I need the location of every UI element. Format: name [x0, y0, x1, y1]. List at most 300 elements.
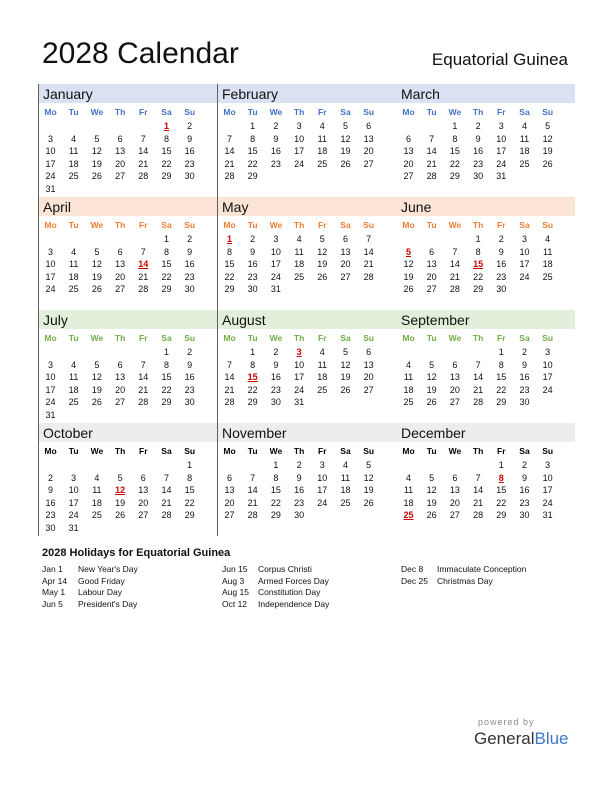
holiday-date: 14 [138, 259, 149, 270]
day-cell: 9 [498, 246, 504, 257]
day-cell: 26 [317, 271, 328, 282]
day-cell: 12 [363, 472, 374, 483]
day-cell: 6 [366, 347, 372, 357]
day-cell: 25 [68, 284, 79, 295]
day-cell: 4 [71, 133, 77, 144]
day-cell: 5 [94, 133, 100, 144]
day-cell: 18 [340, 485, 351, 496]
day-cell: 3 [47, 359, 53, 370]
day-cell: 11 [317, 359, 327, 370]
holiday-row [222, 599, 392, 611]
day-cell: 28 [473, 397, 484, 408]
day-cell: 16 [270, 146, 281, 157]
weekday-label: Tu [68, 446, 79, 456]
day-cell: 26 [91, 397, 102, 408]
day-cell: 11 [340, 472, 351, 483]
day-cell: 15 [161, 259, 172, 270]
day-cell: 5 [94, 246, 100, 257]
day-cell: 4 [296, 234, 302, 244]
weekday-label: Fr [497, 107, 506, 117]
weekday-label: Fr [139, 446, 148, 456]
month-august [217, 310, 396, 423]
day-cell: 9 [47, 485, 53, 496]
holiday-row [401, 564, 571, 576]
day-cell: 25 [68, 397, 79, 408]
weekday-label: Fr [497, 220, 506, 230]
day-cell: 9 [273, 359, 279, 370]
holiday-date-label: Jan 1 [42, 564, 63, 574]
day-cell: 8 [250, 359, 256, 370]
month-november [217, 423, 396, 536]
day-cell: 25 [68, 171, 79, 182]
day-cell: 6 [117, 246, 123, 257]
day-cell: 30 [519, 397, 530, 408]
day-cell: 25 [91, 510, 102, 521]
weekday-label: Su [542, 446, 554, 456]
day-cell: 23 [294, 497, 305, 508]
day-cell: 1 [475, 234, 481, 244]
day-cell: 19 [340, 146, 351, 157]
day-cell: 28 [247, 510, 258, 521]
weekday-label: Su [363, 107, 375, 117]
day-cell: 16 [270, 372, 281, 383]
weekday-label: Th [114, 333, 126, 343]
day-cell: 17 [68, 497, 79, 508]
day-cell: 28 [449, 284, 460, 295]
day-cell: 13 [138, 485, 149, 496]
day-cell: 12 [426, 485, 437, 496]
day-cell: 2 [521, 460, 527, 470]
day-cell: 17 [270, 259, 281, 270]
day-cell: 5 [94, 359, 100, 370]
day-cell: 9 [273, 133, 279, 144]
day-cell: 28 [224, 171, 235, 182]
day-cell: 16 [184, 372, 195, 383]
day-cell: 13 [403, 146, 414, 157]
day-cell: 5 [342, 121, 348, 131]
month-name: January [43, 86, 93, 102]
weekday-label: Mo [402, 333, 415, 343]
day-cell: 27 [115, 284, 126, 295]
brand-part-blue: Blue [534, 729, 569, 748]
day-cell: 29 [496, 510, 507, 521]
day-cell: 26 [115, 510, 126, 521]
day-cell: 30 [45, 523, 56, 533]
day-cell: 3 [545, 460, 551, 470]
day-cell: 7 [475, 359, 481, 370]
day-cell: 19 [542, 146, 553, 157]
day-cell: 5 [342, 347, 348, 357]
day-cell: 24 [68, 510, 79, 521]
day-cell: 12 [317, 246, 328, 257]
day-cell: 14 [473, 485, 484, 496]
day-cell: 29 [473, 284, 484, 295]
day-cell: 22 [247, 158, 258, 169]
day-cell: 29 [247, 397, 258, 408]
day-cell: 1 [250, 347, 256, 357]
day-cell: 3 [545, 347, 551, 357]
day-cell: 4 [319, 121, 325, 131]
day-cell: 25 [317, 384, 328, 395]
weekday-label: Su [184, 333, 196, 343]
day-cell: 10 [45, 146, 56, 157]
day-cell: 27 [340, 271, 351, 282]
day-cell: 20 [449, 497, 460, 508]
month-name: July [43, 312, 68, 328]
weekday-label: Sa [340, 220, 351, 230]
day-cell: 11 [403, 372, 414, 383]
day-cell: 13 [115, 259, 126, 270]
day-cell: 4 [342, 460, 348, 470]
day-cell: 24 [294, 158, 305, 169]
month-december [396, 423, 575, 536]
day-cell: 17 [45, 384, 56, 395]
day-cell: 7 [163, 472, 169, 483]
day-cell: 5 [117, 472, 123, 483]
day-cell: 14 [363, 246, 374, 257]
day-cell: 27 [224, 510, 235, 521]
holiday-date: 1 [226, 234, 232, 244]
day-cell: 4 [94, 472, 100, 483]
day-cell: 15 [161, 372, 172, 383]
day-cell: 27 [138, 510, 149, 521]
day-cell: 25 [403, 397, 414, 408]
day-cell: 29 [161, 397, 172, 408]
day-cell: 2 [273, 347, 279, 357]
day-cell: 3 [521, 234, 527, 244]
day-cell: 11 [69, 372, 79, 383]
day-cell: 26 [340, 384, 351, 395]
day-cell: 11 [294, 246, 304, 257]
month-name: August [222, 312, 266, 328]
day-cell: 24 [542, 497, 553, 508]
day-cell: 9 [475, 133, 481, 144]
day-cell: 23 [247, 271, 258, 282]
day-cell: 30 [184, 397, 195, 408]
weekday-label: Tu [68, 333, 79, 343]
day-cell: 31 [542, 510, 553, 521]
day-cell: 16 [184, 259, 195, 270]
holiday-column [222, 564, 392, 610]
brand-logo[interactable] [474, 729, 569, 749]
day-cell: 13 [115, 146, 126, 157]
day-cell: 15 [496, 372, 507, 383]
day-cell: 2 [47, 472, 53, 483]
holiday-date: 25 [403, 510, 414, 521]
weekday-label: Th [114, 220, 126, 230]
day-cell: 12 [91, 372, 102, 383]
weekday-label: Tu [247, 446, 258, 456]
holiday-name: President's Day [78, 598, 138, 609]
weekday-label: Th [472, 446, 484, 456]
day-cell: 1 [498, 460, 504, 470]
day-cell: 13 [363, 359, 374, 370]
powered-by-label: powered by [478, 717, 535, 727]
month-name: June [401, 199, 432, 215]
day-cell: 16 [184, 146, 195, 157]
day-cell: 12 [426, 372, 437, 383]
holiday-date: 15 [473, 259, 484, 270]
day-cell: 3 [498, 121, 504, 131]
day-cell: 29 [161, 171, 172, 182]
day-cell: 13 [363, 133, 374, 144]
weekday-label: Mo [44, 446, 57, 456]
day-cell: 13 [426, 259, 437, 270]
day-cell: 26 [542, 158, 553, 169]
holiday-row [401, 576, 571, 588]
day-cell: 24 [270, 271, 281, 282]
day-cell: 1 [163, 234, 169, 244]
day-cell: 7 [452, 246, 458, 257]
day-cell: 8 [187, 472, 193, 483]
day-cell: 8 [475, 246, 481, 257]
holiday-name: Independence Day [258, 598, 330, 609]
day-cell: 30 [473, 171, 484, 182]
day-cell: 11 [543, 246, 553, 257]
day-cell: 17 [294, 146, 305, 157]
day-cell: 10 [542, 472, 553, 483]
weekday-label: We [269, 107, 283, 117]
day-cell: 18 [542, 259, 553, 270]
day-cell: 5 [319, 234, 325, 244]
day-cell: 24 [317, 497, 328, 508]
day-cell: 11 [92, 485, 102, 496]
day-cell: 6 [452, 472, 458, 483]
holiday-row [42, 576, 212, 588]
holiday-date-label: Jun 15 [222, 564, 248, 574]
day-cell: 10 [294, 133, 305, 144]
holiday-name: Good Friday [78, 575, 125, 586]
weekday-label: Sa [519, 333, 530, 343]
weekday-label: Mo [44, 333, 57, 343]
day-cell: 2 [187, 234, 193, 244]
day-cell: 9 [187, 133, 193, 144]
month-name: September [401, 312, 470, 328]
day-cell: 29 [224, 284, 235, 295]
day-cell: 1 [187, 460, 193, 470]
day-cell: 7 [475, 472, 481, 483]
day-cell: 7 [140, 133, 146, 144]
day-cell: 28 [224, 397, 235, 408]
weekday-label: Fr [318, 220, 327, 230]
weekday-label: Su [542, 107, 554, 117]
weekday-label: We [90, 333, 104, 343]
day-cell: 1 [498, 347, 504, 357]
day-cell: 20 [340, 259, 351, 270]
weekday-label: We [448, 220, 462, 230]
day-cell: 4 [405, 472, 411, 483]
day-cell: 23 [184, 158, 195, 169]
weekday-label: Sa [519, 220, 530, 230]
weekday-label: Sa [519, 446, 530, 456]
weekday-label: Sa [519, 107, 530, 117]
day-cell: 12 [403, 259, 414, 270]
day-cell: 22 [449, 158, 460, 169]
day-cell: 29 [247, 171, 258, 182]
holiday-date-label: May 1 [42, 587, 66, 598]
day-cell: 26 [340, 158, 351, 169]
weekday-label: Mo [402, 446, 415, 456]
weekday-label: Th [114, 446, 126, 456]
holiday-row [222, 587, 392, 599]
day-cell: 26 [91, 171, 102, 182]
holiday-name: Armed Forces Day [258, 575, 329, 586]
day-cell: 17 [496, 146, 507, 157]
day-cell: 21 [138, 158, 149, 169]
day-cell: 29 [270, 510, 281, 521]
day-cell: 6 [117, 133, 123, 144]
day-cell: 20 [115, 158, 126, 169]
day-cell: 27 [403, 171, 414, 182]
weekday-label: Tu [68, 107, 79, 117]
day-cell: 19 [363, 485, 374, 496]
day-cell: 2 [498, 234, 504, 244]
weekday-label: Su [184, 220, 196, 230]
day-cell: 17 [45, 271, 56, 282]
day-cell: 28 [138, 171, 149, 182]
day-cell: 19 [91, 271, 102, 282]
day-cell: 21 [161, 497, 172, 508]
day-cell: 24 [45, 397, 56, 408]
month-february [217, 84, 396, 197]
day-cell: 20 [363, 372, 374, 383]
holiday-name: Labour Day [78, 587, 122, 598]
day-cell: 2 [296, 460, 302, 470]
day-cell: 27 [115, 171, 126, 182]
day-cell: 10 [519, 246, 530, 257]
day-cell: 7 [226, 359, 232, 370]
day-cell: 21 [473, 497, 484, 508]
day-cell: 7 [226, 133, 232, 144]
day-cell: 2 [250, 234, 256, 244]
day-cell: 18 [403, 497, 414, 508]
day-cell: 8 [273, 472, 279, 483]
holiday-date: 1 [163, 121, 169, 131]
day-cell: 14 [473, 372, 484, 383]
day-cell: 17 [294, 372, 305, 383]
day-cell: 17 [542, 485, 553, 496]
day-cell: 27 [363, 158, 374, 169]
day-cell: 14 [247, 485, 258, 496]
day-cell: 15 [270, 485, 281, 496]
day-cell: 26 [426, 510, 437, 521]
day-cell: 16 [496, 259, 507, 270]
day-cell: 31 [270, 284, 281, 295]
month-name: October [43, 425, 93, 441]
day-cell: 21 [138, 271, 149, 282]
day-cell: 18 [317, 146, 328, 157]
day-cell: 26 [426, 397, 437, 408]
day-cell: 12 [340, 359, 351, 370]
holiday-date: 5 [405, 246, 411, 257]
month-may [217, 197, 396, 310]
day-cell: 18 [68, 271, 79, 282]
holidays-heading: 2028 Holidays for Equatorial Guinea [42, 547, 231, 559]
day-cell: 22 [496, 384, 507, 395]
day-cell: 14 [138, 146, 149, 157]
day-cell: 19 [340, 372, 351, 383]
day-cell: 16 [294, 485, 305, 496]
day-cell: 26 [363, 497, 374, 508]
weekday-label: Th [472, 220, 484, 230]
month-name: February [222, 86, 279, 102]
page-title: 2028 Calendar [42, 37, 239, 70]
day-cell: 30 [247, 284, 258, 295]
day-cell: 5 [545, 121, 551, 131]
day-cell: 9 [187, 359, 193, 370]
day-cell: 8 [163, 246, 169, 257]
weekday-label: Fr [139, 333, 148, 343]
day-cell: 27 [449, 510, 460, 521]
weekday-label: Fr [318, 107, 327, 117]
day-cell: 29 [161, 284, 172, 295]
weekday-label: Th [293, 107, 305, 117]
weekday-label: Sa [340, 446, 351, 456]
holiday-row [42, 587, 212, 599]
day-cell: 22 [184, 497, 195, 508]
weekday-label: Su [363, 446, 375, 456]
holiday-row [222, 576, 392, 588]
day-cell: 22 [473, 271, 484, 282]
day-cell: 25 [317, 158, 328, 169]
day-cell: 23 [270, 158, 281, 169]
day-cell: 6 [405, 133, 411, 144]
day-cell: 7 [250, 472, 256, 483]
day-cell: 17 [542, 372, 553, 383]
weekday-label: Fr [318, 446, 327, 456]
day-cell: 24 [294, 384, 305, 395]
day-cell: 29 [449, 171, 460, 182]
day-cell: 8 [250, 133, 256, 144]
day-cell: 10 [317, 472, 328, 483]
weekday-label: We [448, 446, 462, 456]
weekday-label: Tu [68, 220, 79, 230]
day-cell: 14 [449, 259, 460, 270]
day-cell: 12 [91, 259, 102, 270]
day-cell: 3 [273, 234, 279, 244]
day-cell: 14 [426, 146, 437, 157]
day-cell: 24 [45, 171, 56, 182]
month-name: March [401, 86, 440, 102]
day-cell: 10 [294, 359, 305, 370]
day-cell: 25 [542, 271, 553, 282]
day-cell: 11 [317, 133, 327, 144]
day-cell: 11 [519, 133, 530, 144]
brand-part-general: General [474, 729, 535, 748]
weekday-label: Sa [161, 107, 172, 117]
day-cell: 30 [519, 510, 530, 521]
day-cell: 2 [187, 347, 193, 357]
weekday-label: Su [184, 107, 196, 117]
weekday-label: Fr [497, 333, 506, 343]
day-cell: 24 [496, 158, 507, 169]
day-cell: 29 [496, 397, 507, 408]
day-cell: 10 [542, 359, 553, 370]
holiday-date-label: Oct 12 [222, 598, 248, 609]
day-cell: 20 [224, 497, 235, 508]
weekday-label: Tu [426, 220, 437, 230]
day-cell: 30 [294, 510, 305, 521]
day-cell: 21 [247, 497, 258, 508]
weekday-label: Mo [223, 220, 236, 230]
day-cell: 3 [47, 133, 53, 144]
day-cell: 19 [403, 271, 414, 282]
day-cell: 22 [224, 271, 235, 282]
day-cell: 16 [519, 372, 530, 383]
day-cell: 20 [115, 271, 126, 282]
day-cell: 28 [138, 397, 149, 408]
holiday-name: Immaculate Conception [437, 564, 527, 574]
